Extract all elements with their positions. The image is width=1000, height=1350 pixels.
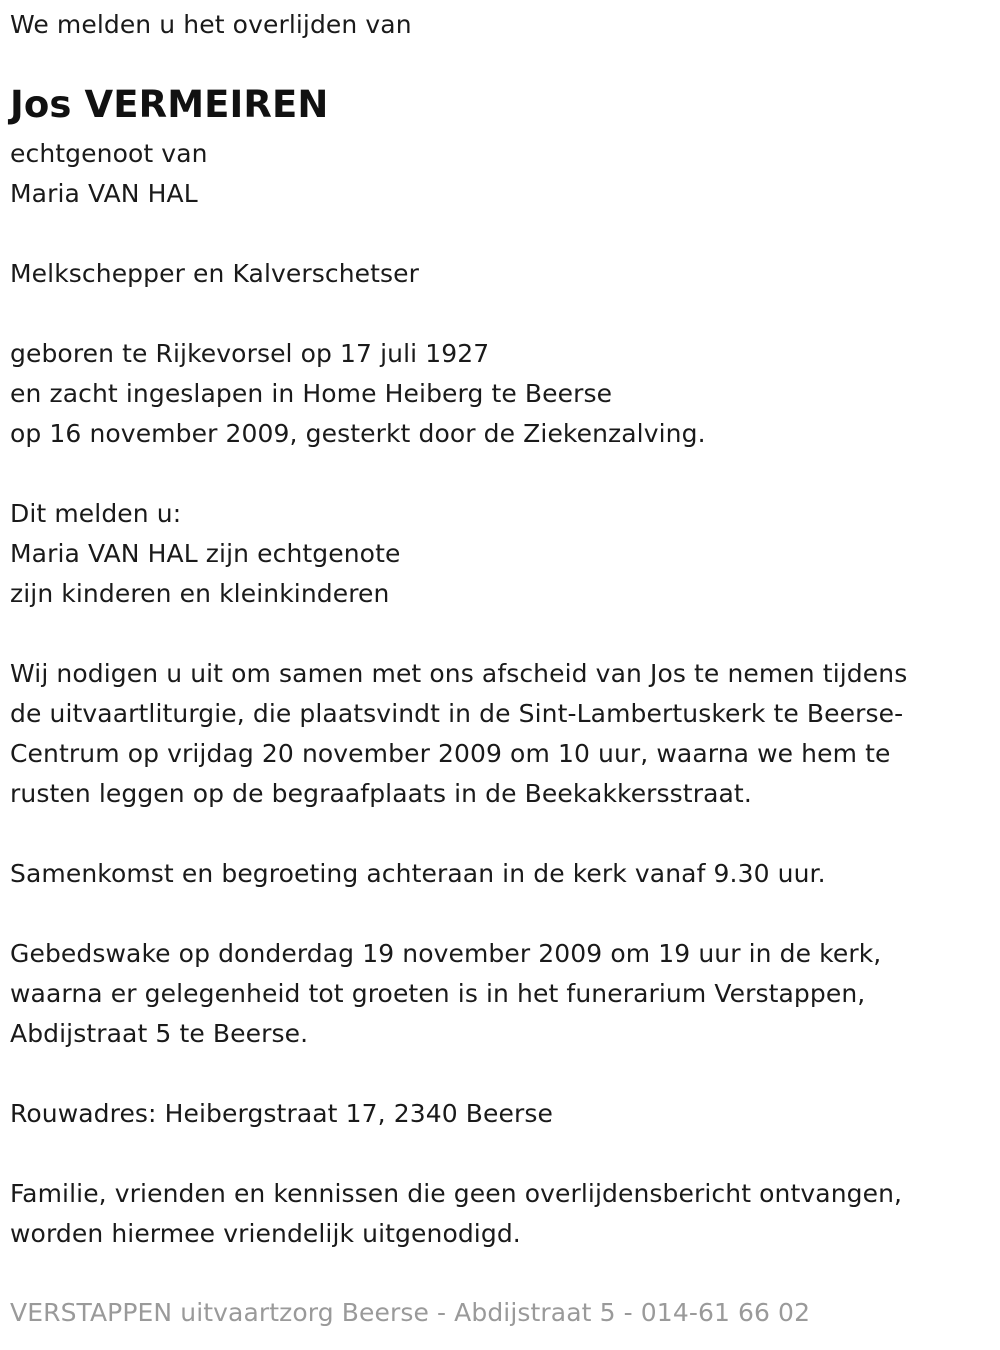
- intro-text: We melden u het overlijden van: [10, 10, 412, 39]
- funeral-home-footer: VERSTAPPEN uitvaartzorg Beerse - Abdijstraat 5 - 014-61 66 02: [10, 1298, 811, 1327]
- spouse-name: Maria VAN HAL: [10, 179, 198, 208]
- invitation-line: de uitvaartliturgie, die plaatsvindt in de Sint-Lambertuskerk te Beerse-: [10, 699, 904, 728]
- occupation: Melkschepper en Kalverschetser: [10, 259, 420, 288]
- death-date-line: op 16 november 2009, gesterkt door de Ziekenzalving.: [10, 419, 706, 448]
- vigil-line: Gebedswake op donderdag 19 november 2009 om 19 uur in de kerk,: [10, 939, 882, 968]
- deceased-name: Jos VERMEIREN: [10, 83, 329, 126]
- spouse-relation: echtgenoot van: [10, 139, 208, 168]
- announcer-spouse: Maria VAN HAL zijn echtgenote: [10, 539, 401, 568]
- announcer-family: zijn kinderen en kleinkinderen: [10, 579, 390, 608]
- death-place-line: en zacht ingeslapen in Home Heiberg te Beerse: [10, 379, 613, 408]
- vigil-line: waarna er gelegenheid tot groeten is in het funerarium Verstappen,: [10, 979, 866, 1008]
- announcers-intro: Dit melden u:: [10, 499, 182, 528]
- mourning-address: Rouwadres: Heibergstraat 17, 2340 Beerse: [10, 1099, 553, 1128]
- gathering-text: Samenkomst en begroeting achteraan in de kerk vanaf 9.30 uur.: [10, 859, 826, 888]
- closing-line: worden hiermee vriendelijk uitgenodigd.: [10, 1219, 521, 1248]
- invitation-line: Wij nodigen u uit om samen met ons afscheid van Jos te nemen tijdens: [10, 659, 908, 688]
- invitation-line: rusten leggen op de begraafplaats in de Beekakkersstraat.: [10, 779, 752, 808]
- birth-line: geboren te Rijkevorsel op 17 juli 1927: [10, 339, 490, 368]
- invitation-line: Centrum op vrijdag 20 november 2009 om 10 uur, waarna we hem te: [10, 739, 891, 768]
- closing-line: Familie, vrienden en kennissen die geen overlijdensbericht ontvangen,: [10, 1179, 903, 1208]
- vigil-line: Abdijstraat 5 te Beerse.: [10, 1019, 309, 1048]
